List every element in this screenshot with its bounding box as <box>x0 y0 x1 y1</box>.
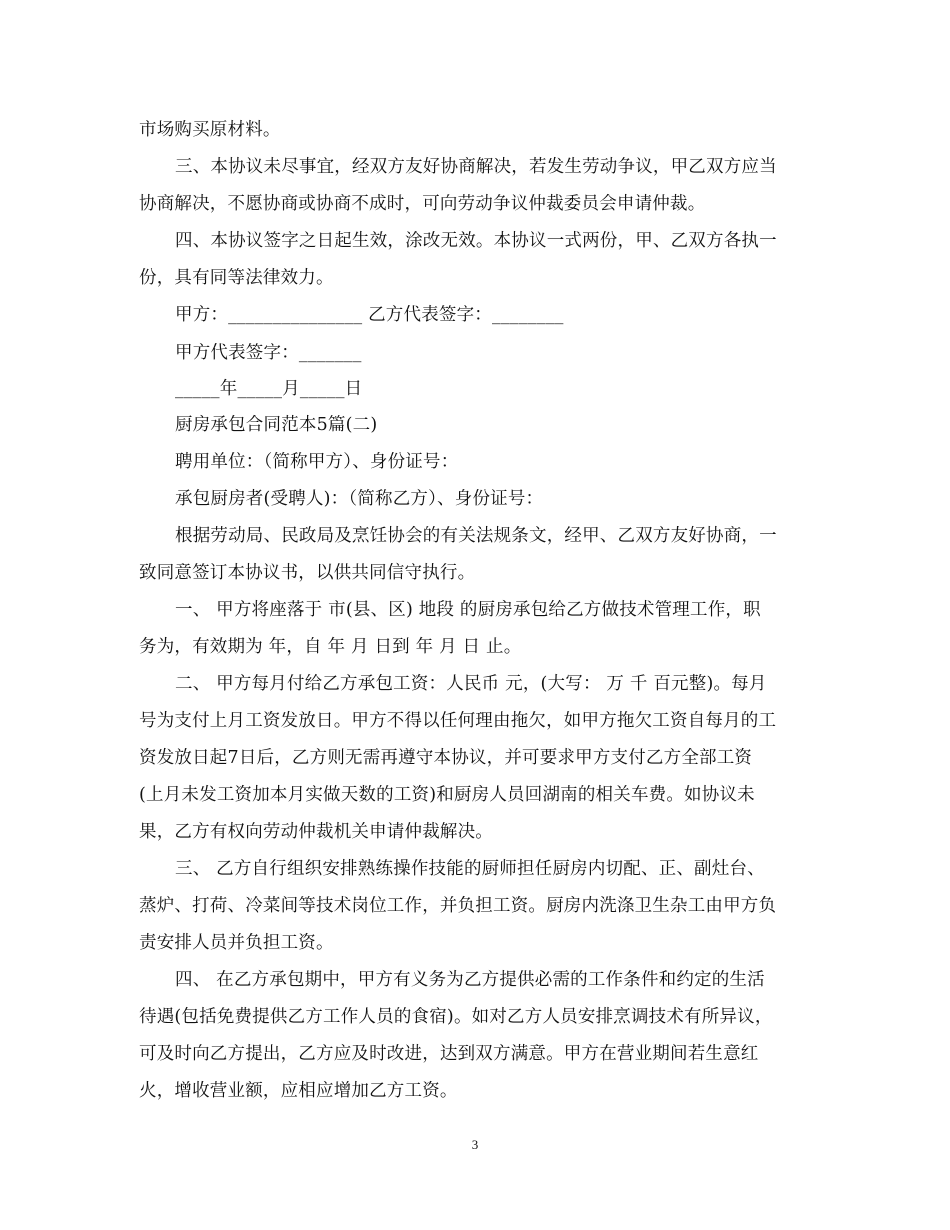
clause-4-heading-line: 四、本协议签字之日起生效，涂改无效。本协议一式两份，甲、乙双方各执一 <box>175 231 777 251</box>
signature-party-a-rep-line: 甲方代表签字：_______ <box>175 343 362 363</box>
body-line: 号为支付上月工资发放日。甲方不得以任何理由拖欠，如甲方拖欠工资自每月的工 <box>139 711 777 731</box>
page-number: 3 <box>471 1137 479 1152</box>
body-line: 份，具有同等法律效力。 <box>139 268 334 288</box>
body-line: 资发放日起7日后，乙方则无需再遵守本协议，并可要求甲方支付乙方全部工资 <box>139 748 753 768</box>
body-line: 火，增收营业额，应相应增加乙方工资。 <box>139 1081 458 1101</box>
body-line: 可及时向乙方提出，乙方应及时改进，达到双方满意。甲方在营业期间若生意红 <box>139 1044 759 1064</box>
section-title: 厨房承包合同范本5篇(二) <box>175 415 378 435</box>
date-line: _____年_____月_____日 <box>175 379 363 399</box>
body-line: 待遇(包括免费提供乙方工作人员的食宿)。如对乙方人员安排烹调技术有所异议， <box>139 1007 773 1027</box>
article-2-line: 二、 甲方每月付给乙方承包工资：人民币 元，(大写： 万 千 百元整)。每月 <box>175 674 767 694</box>
body-line: 市场购买原材料。 <box>139 120 281 140</box>
article-4-line: 四、 在乙方承包期中，甲方有义务为乙方提供必需的工作条件和约定的生活 <box>175 970 765 990</box>
body-line: 协商解决，不愿协商或协商不成时，可向劳动争议仲裁委员会申请仲裁。 <box>139 194 706 214</box>
preamble-line: 根据劳动局、民政局及烹饪协会的有关法规条文，经甲、乙双方友好协商，一 <box>175 526 777 546</box>
body-line: 责安排人员并负担工资。 <box>139 933 334 953</box>
body-line: 务为，有效期为 年，自 年 月 日到 年 月 日 止。 <box>139 637 522 657</box>
article-1-line: 一、 甲方将座落于 市(县、区) 地段 的厨房承包给乙方做技术管理工作，职 <box>175 600 761 620</box>
article-3-line: 三、 乙方自行组织安排熟练操作技能的厨师担任厨房内切配、正、副灶台、 <box>175 859 765 879</box>
employer-line: 聘用单位：（简称甲方）、身份证号： <box>175 452 459 472</box>
body-line: 致同意签订本协议书，以供共同信守执行。 <box>139 563 476 583</box>
contractor-line: 承包厨房者(受聘人)：（简称乙方）、身份证号： <box>175 489 544 509</box>
body-line: (上月未发工资加本月实做天数的工资)和厨房人员回湖南的相关车费。如协议未 <box>139 785 755 805</box>
body-line: 果，乙方有权向劳动仲裁机关申请仲裁解决。 <box>139 822 493 842</box>
body-line: 蒸炉、打荷、冷菜间等技术岗位工作，并负担工资。厨房内洗涤卫生杂工由甲方负 <box>139 896 777 916</box>
signature-party-a-line: 甲方：_______________ 乙方代表签字：________ <box>175 305 564 325</box>
clause-3-heading-line: 三、本协议未尽事宜，经双方友好协商解决，若发生劳动争议，甲乙双方应当 <box>175 157 777 177</box>
